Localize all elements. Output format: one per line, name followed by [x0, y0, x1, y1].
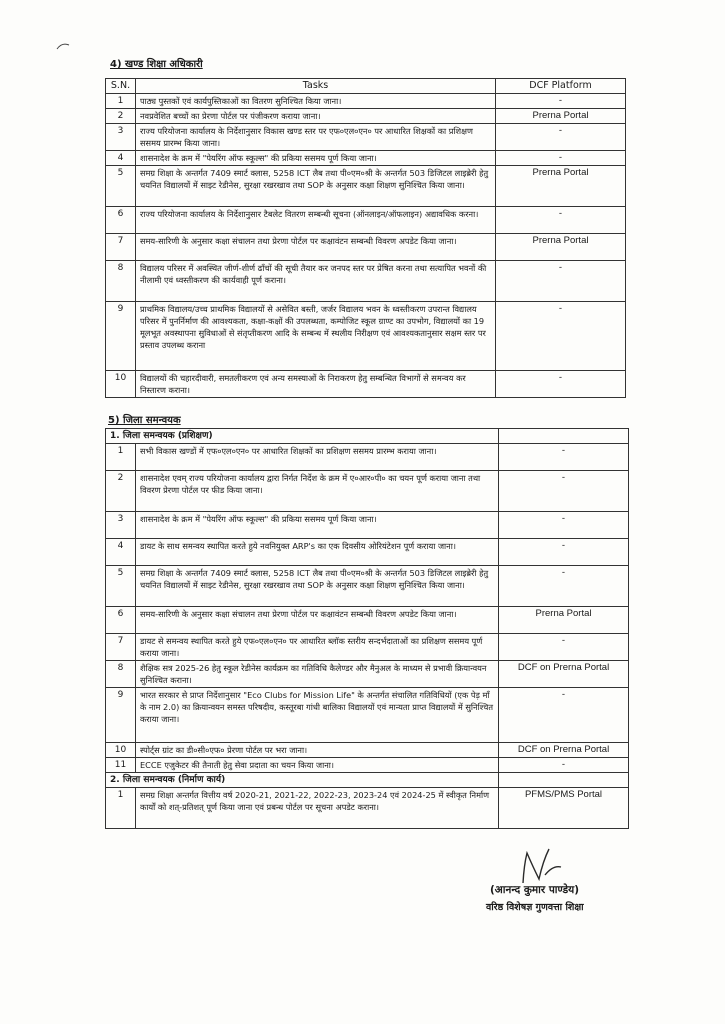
table-row: 10 विद्यालयों की चहारदीवारी, समतलीकरण एवं अन्य समस्याओं के निराकरण हेतु सम्बन्धित विभागों से समन्वय कर निस्तारण कराना। -: [106, 371, 626, 398]
section-5-heading: 5) जिला समन्वयक: [108, 415, 181, 426]
header-sn: S.N.: [106, 79, 136, 94]
signatory-name: (आनन्द कुमार पाण्डेय): [490, 884, 580, 896]
table-row: 7 डायट से समन्वय स्थापित करते हुये एफ०एल०एन० पर आधारित ब्लॉक स्तरीय सन्दर्भदाताओं का प्रशिक्षण ससमय पूर्ण कराया जाना। -: [106, 634, 629, 661]
table-row: 9 भारत सरकार से प्राप्त निर्देशानुसार "Eco Clubs for Mission Life" के अन्तर्गत संचालित गतिविधियों (एक पेड़ माँ के नाम 2.0) का क्रियान्वयन समस्त परिषदीय, कस्तूरबा गांधी बालिका विद्यालयों एवं मान्यता प्राप्त विद्यालयों में सुनिश्चित कराया जाना। -: [106, 688, 629, 743]
table-row: 8 विद्यालय परिसर में अवस्थित जीर्ण-शीर्ण ढाँचों की सूची तैयार कर जनपद स्तर पर प्रेषित करना तथा सत्यापित भवनों की नीलामी एवं ध्वस्तीकरण की कार्यवाही पूर्ण कराना। -: [106, 261, 626, 302]
table-row: 4 शासनादेश के क्रम में "पेयरिंग ऑफ स्कूल्स" की प्रकिया ससमय पूर्ण किया जाना। -: [106, 151, 626, 166]
table-row: 1 सभी विकास खण्डों में एफ०एल०एन० पर आधारित शिक्षकों का प्रशिक्षण ससमय प्रारम्भ कराया जाना। -: [106, 444, 629, 471]
table-row: 6 राज्य परियोजना कार्यालय के निर्देशानुसार टैबलेट वितरण सम्बन्धी सूचना (ऑनलाइन/ऑफलाइन) अद्यावधिक करना। -: [106, 207, 626, 234]
table-row: 2 नवप्रवेशित बच्चों का प्रेरणा पोर्टल पर पंजीकरण कराया जाना। Prerna Portal: [106, 109, 626, 124]
table-row: 5 समग्र शिक्षा के अन्तर्गत 7409 स्मार्ट क्लास, 5258 ICT लैब तथा पी०एम०श्री के अन्तर्गत 503 डिजिटल लाइब्रेरी हेतु चयनित विद्यालयों में साइट रेडीनेस, सुरक्षा रखरखाव तथा SOP के अनुसार कक्षा शिक्षण सुनिश्चित किया जाना। Prerna Portal: [106, 166, 626, 207]
table-row: 3 शासनादेश के क्रम में "पेयरिंग ऑफ स्कूल्स" की प्रकिया ससमय पूर्ण किया जाना। -: [106, 512, 629, 539]
table-row: 10 स्पोर्ट्स ग्रांट का डी०सी०एफ० प्रेरणा पोर्टल पर भरा जाना। DCF on Prerna Portal: [106, 743, 629, 758]
section-4-heading: 4) खण्ड शिक्षा अधिकारी: [110, 59, 203, 70]
table-row: 5 समग्र शिक्षा के अन्तर्गत 7409 स्मार्ट क्लास, 5258 ICT लैब तथा पी०एम०श्री के अन्तर्गत 503 डिजिटल लाइब्रेरी हेतु चयनित विद्यालयों में साइट रेडीनेस, सुरक्षा रखरखाव तथा SOP के अनुसार कक्षा शिक्षण सुनिश्चित किया जाना। -: [106, 566, 629, 607]
table-row: 1 समग्र शिक्षा अन्तर्गत वित्तीय वर्ष 2020-21, 2021-22, 2022-23, 2023-24 एवं 2024-25 में स्वीकृत निर्माण कार्यों को शत्-प्रतिशत् पूर्ण किया जाना एवं प्रबन्ध पोर्टल पर सूचना अपडेट कराना। PFMS/PMS Portal: [106, 788, 629, 829]
table-row: 9 प्राथमिक विद्यालय/उच्च प्राथमिक विद्यालयों से असेवित बस्ती, जर्जर विद्यालय भवन के ध्वस्तीकरण उपरान्त विद्यालय परिसर में पुनर्निर्माण की आवश्यकता, कक्षा-कक्षों की उपलब्धता, कम्पोजिट स्कूल ग्राण्ट का उपभोग, विद्यालयों का 19 मूलभूत अवस्थापना सुविधाओं से संतृप्तीकरण आदि के सम्बन्ध में स्थलीय निरीक्षण एवं आवश्यकतानुसार सक्षम स्तर पर प्रस्ताव उपलब्ध कराना -: [106, 302, 626, 371]
section-4-table: [105, 78, 626, 398]
table-row: 7 समय-सारिणी के अनुसार कक्षा संचालन तथा प्रेरणा पोर्टल पर कक्षावंटन सम्बन्धी विवरण अपडेट किया जाना। Prerna Portal: [106, 234, 626, 261]
page-corner-mark: [56, 42, 70, 50]
signature-mark: [515, 845, 565, 885]
table-row: 1 पाठ्य पुस्तकों एवं कार्यपुस्तिकाओं का वितरण सुनिश्चित किया जाना। -: [106, 94, 626, 109]
signatory-title: वरिष्ठ विशेषज्ञ गुणवत्ता शिक्षा: [486, 902, 584, 913]
header-tasks: Tasks: [136, 79, 496, 94]
table-row: 4 डायट के साथ समन्वय स्थापित करते हुये नवनियुक्त ARP's का एक दिवसीय ओरियंटेशन पूर्ण कराया जाना। -: [106, 539, 629, 566]
table-row: 6 समय-सारिणी के अनुसार कक्षा संचालन तथा प्रेरणा पोर्टल पर कक्षावंटन सम्बन्धी विवरण अपडेट किया जाना। Prerna Portal: [106, 607, 629, 634]
subsection-2-title: 2. जिला समन्वयक (निर्माण कार्य): [106, 773, 499, 788]
subsection-row: [106, 773, 629, 788]
header-platform: DCF Platform: [496, 79, 626, 94]
subsection-1-title: 1. जिला समन्वयक (प्रशिक्षण): [106, 429, 499, 444]
section-5-table: [105, 428, 629, 829]
table-row: 3 राज्य परियोजना कार्यालय के निर्देशानुसार विकास खण्ड स्तर पर एफ०एल०एन० पर आधारित शिक्षकों का प्रशिक्षण ससमय प्रारम्भ किया जाना। -: [106, 124, 626, 151]
subsection-row: [106, 429, 629, 444]
table-row: 11 ECCE एजुकेटर की तैनाती हेतु सेवा प्रदाता का चयन किया जाना। -: [106, 758, 629, 773]
table-row: 2 शासनादेश एवम् राज्य परियोजना कार्यालय द्वारा निर्गत निर्देश के क्रम में ए०आर०पी० का चयन पूर्ण कराया जाना तथा विवरण प्रेरणा पोर्टल पर फीड किया जाना। -: [106, 471, 629, 512]
table-row: 8 शैक्षिक सत्र 2025-26 हेतु स्कूल रेडीनेस कार्यक्रम का गतिविधि कैलेण्डर और मैनुअल के माध्यम से प्रभावी क्रियान्वयन सुनिश्चित कराना। DCF on Prerna Portal: [106, 661, 629, 688]
